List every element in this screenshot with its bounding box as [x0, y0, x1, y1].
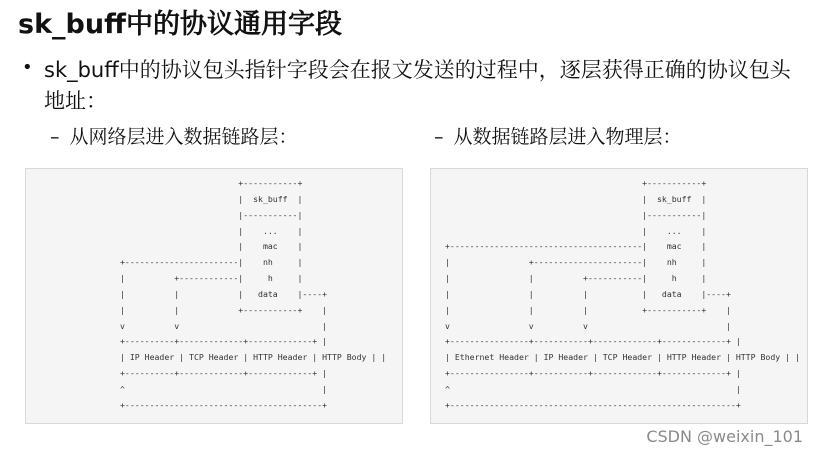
slide-title: sk_buff中的协议通用字段	[18, 9, 342, 40]
bullet-marker: •	[22, 57, 33, 78]
subpoint-label: 从网络层进入数据链路层：	[69, 126, 298, 148]
diagram-panel-network-to-datalink	[25, 168, 403, 424]
dash-marker: –	[50, 126, 60, 148]
subpoint-network-to-datalink	[50, 122, 298, 149]
subpoint-label: 从数据链路层进入物理层：	[453, 126, 682, 148]
ascii-diagram: +-----------+ | sk_buff | |-----------| | ... | | mac | +-----------------------| nh | | +------------| h | | | | data |----+ | | +-----------+ | v v | +----------+-------------+-------------+ | | IP Header | TCP Header | HTTP Header | HTTP Body | | +----------+-------------+-------------+ | ^ | +----------------------------------------+	[120, 178, 387, 410]
dash-marker: –	[434, 126, 444, 148]
diagram-panel-datalink-to-physical	[430, 168, 808, 424]
ascii-diagram: +-----------+ | sk_buff | |-----------| | ... | +---------------------------------------| mac | | +----------------------| nh | | | +-----------| h | | | | | data |----+ | | | +-----------+ | v v v | +----------------+-----------+-------------+-------------+ | | Ethernet Header | IP Header | TCP Header | HTTP Header | HTTP Body | | +----------------+-----------+-------------+-------------+ | ^ | +----------------------------------------------------------+	[445, 178, 800, 410]
subpoint-datalink-to-physical	[434, 122, 682, 149]
watermark: CSDN @weixin_101	[646, 427, 803, 446]
bullet-text: sk_buff中的协议包头指针字段会在报文发送的过程中，逐层获得正确的协议包头地址：	[44, 58, 791, 113]
